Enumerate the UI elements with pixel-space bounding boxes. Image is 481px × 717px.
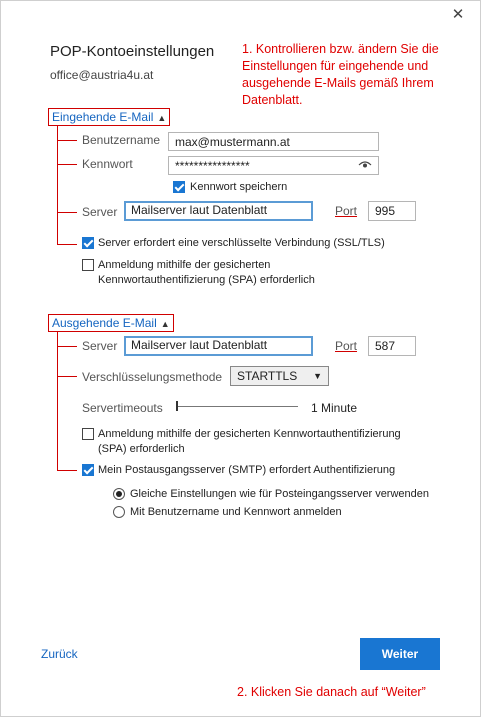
ssl-checkbox[interactable]	[82, 237, 94, 249]
password-value: ****************	[175, 159, 250, 173]
radio-login-credentials[interactable]	[113, 506, 125, 518]
chevron-down-icon: ▼	[313, 371, 322, 381]
save-password-checkbox[interactable]	[173, 181, 185, 193]
bracket-tick	[57, 164, 77, 165]
annotation-step2: 2. Klicken Sie danach auf “Weiter”	[237, 685, 426, 699]
password-label: Kennwort	[82, 157, 133, 171]
radio-same-settings[interactable]	[113, 488, 125, 500]
incoming-spa-checkbox[interactable]	[82, 259, 94, 271]
outgoing-section-header[interactable]	[48, 314, 174, 332]
outgoing-spa-checkbox[interactable]	[82, 428, 94, 440]
bracket-tick	[57, 346, 77, 347]
bracket-tick	[57, 376, 77, 377]
incoming-section-header[interactable]	[48, 108, 170, 126]
outgoing-spa-label-line2: (SPA) erforderlich	[98, 443, 185, 455]
password-field[interactable]	[168, 156, 379, 175]
bracket-tick	[57, 212, 77, 213]
username-field[interactable]: max@mustermann.at	[168, 132, 379, 151]
encryption-label: Verschlüsselungsmethode	[82, 370, 223, 384]
incoming-bracket	[57, 126, 58, 244]
smtp-auth-label: Mein Postausgangsserver (SMTP) erfordert Authentifizierung	[98, 464, 396, 476]
outgoing-port-label: Port	[335, 339, 358, 353]
incoming-port-field[interactable]: 995	[368, 201, 416, 221]
outgoing-section-label: Ausgehende E-Mail	[52, 316, 157, 330]
bracket-tick	[57, 470, 77, 471]
outgoing-spa-label-line1: Anmeldung mithilfe der gesicherten Kennwortauthentifizierung	[98, 428, 401, 440]
encryption-select[interactable]	[230, 366, 329, 386]
save-password-label: Kennwort speichern	[190, 181, 288, 193]
chevron-up-icon: ▲	[160, 319, 170, 329]
close-icon[interactable]: ✕	[451, 6, 465, 23]
outgoing-server-field[interactable]: Mailserver laut Datenblatt	[124, 336, 313, 356]
incoming-server-field[interactable]: Mailserver laut Datenblatt	[124, 201, 313, 221]
smtp-auth-checkbox[interactable]	[82, 464, 94, 476]
radio-same-settings-label: Gleiche Einstellungen wie für Posteingangsserver verwenden	[130, 488, 430, 500]
outgoing-bracket	[57, 332, 58, 470]
timeout-value: 1 Minute	[311, 401, 358, 415]
outgoing-port-field[interactable]: 587	[368, 336, 416, 356]
timeout-slider-track[interactable]	[176, 406, 298, 407]
account-email: office@austria4u.at	[50, 68, 154, 82]
timeout-slider-thumb[interactable]	[176, 401, 178, 411]
back-link[interactable]: Zurück	[41, 647, 78, 661]
chevron-up-icon: ▲	[157, 113, 167, 123]
bracket-tick	[57, 140, 77, 141]
encryption-value: STARTTLS	[237, 369, 298, 383]
page-title: POP-Kontoeinstellungen	[50, 43, 215, 60]
timeout-label: Servertimeouts	[82, 401, 163, 415]
annotation-step1: 1. Kontrollieren bzw. ändern Sie die Einstellungen für eingehende und ausgehende E-Mails gemäß Ihrem Datenblatt.	[242, 42, 439, 107]
ssl-label: Server erfordert eine verschlüsselte Verbindung (SSL/TLS)	[98, 237, 385, 249]
eye-icon[interactable]	[358, 160, 372, 170]
incoming-server-label: Server	[82, 205, 118, 219]
incoming-spa-label-line1: Anmeldung mithilfe der gesicherten	[98, 259, 271, 271]
bracket-tick	[57, 244, 77, 245]
incoming-port-label: Port	[335, 204, 358, 218]
username-label: Benutzername	[82, 133, 161, 147]
next-button[interactable]: Weiter	[360, 638, 440, 670]
outgoing-server-label: Server	[82, 339, 118, 353]
incoming-spa-label-line2: Kennwortauthentifizierung (SPA) erforderlich	[98, 274, 315, 286]
incoming-section-label: Eingehende E-Mail	[52, 110, 154, 124]
radio-login-credentials-label: Mit Benutzername und Kennwort anmelden	[130, 506, 342, 518]
